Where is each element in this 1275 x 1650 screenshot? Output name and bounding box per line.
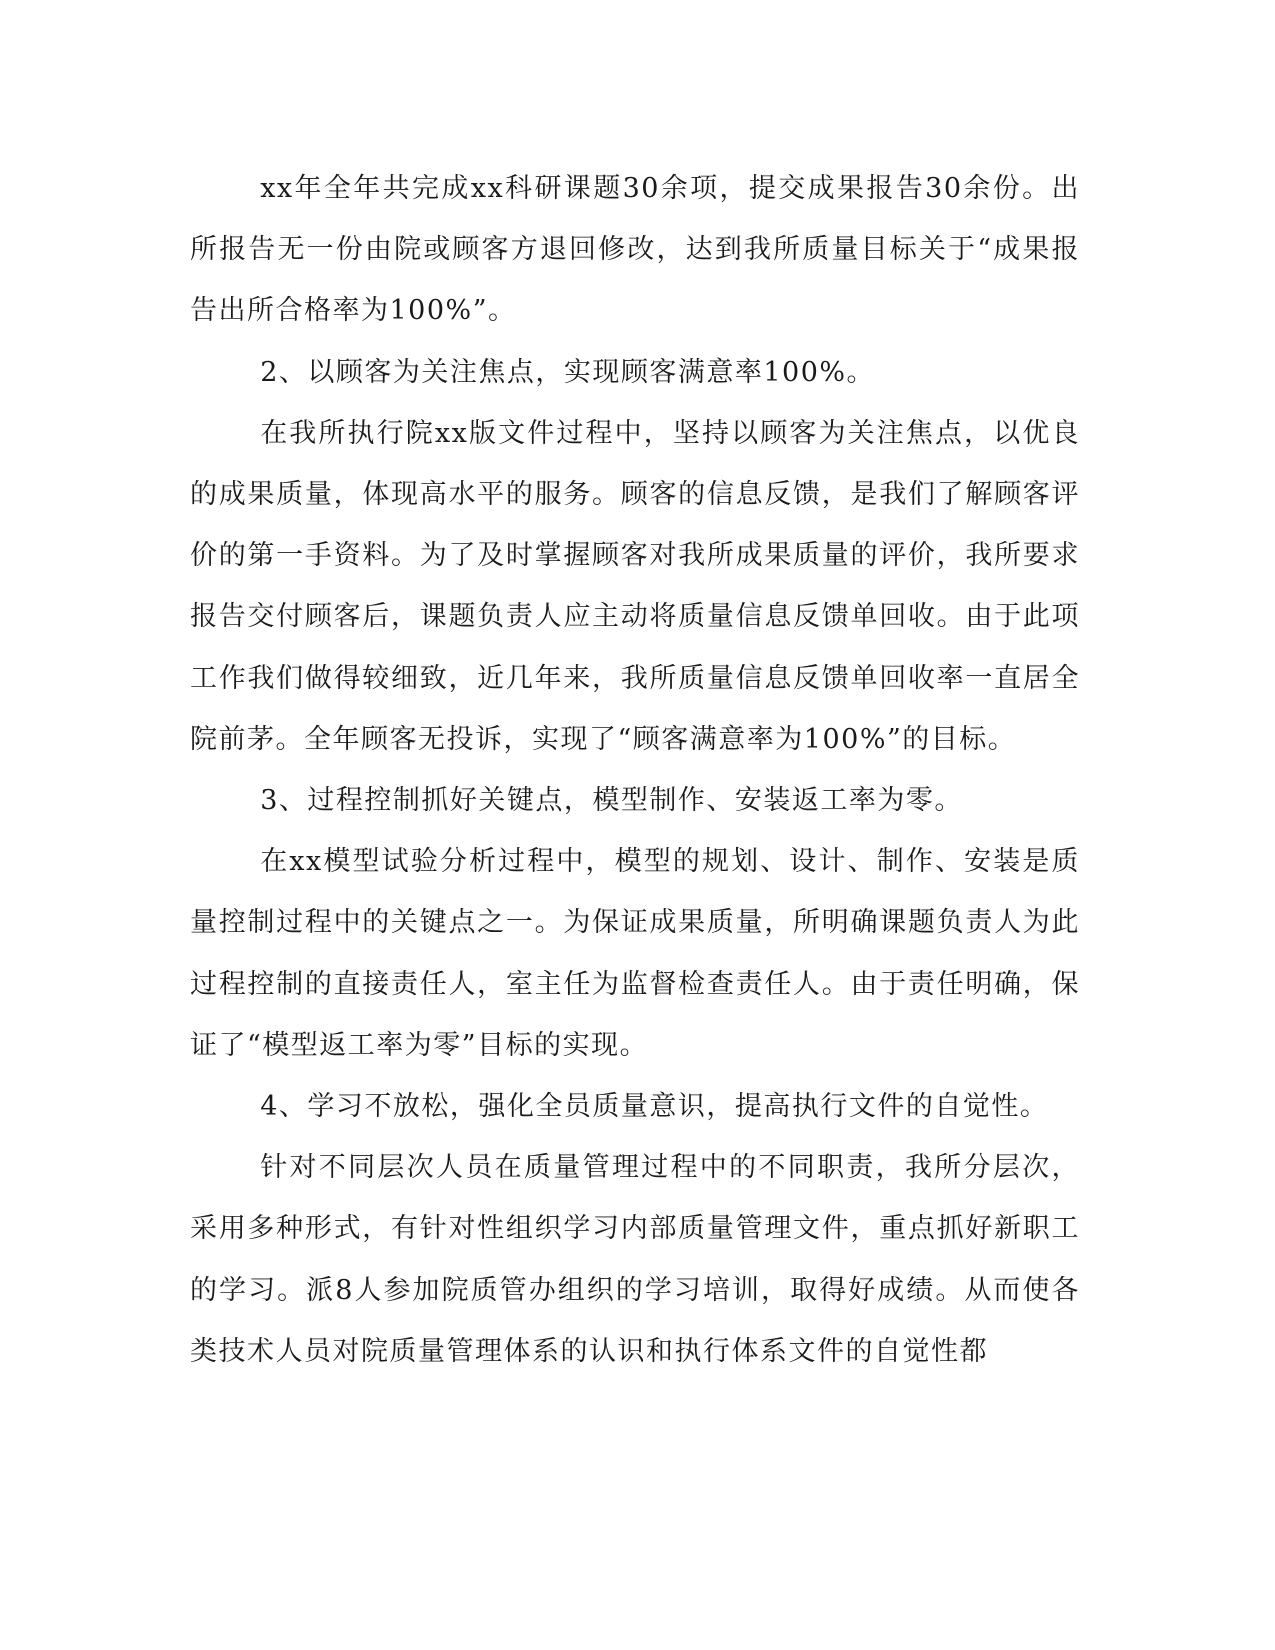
section-heading-customer-focus: 2、以顾客为关注焦点，实现顾客满意率100%。 xyxy=(260,356,876,388)
paragraph-results-summary: xx年全年共完成xx科研课题30余项，提交成果报告30余份。出所报告无一份由院或顾客方退回修改，达到我所质量目标关于“成果报告出所合格率为100%”。 xyxy=(190,173,1080,327)
paragraph-customer-focus: 在我所执行院xx版文件过程中，坚持以顾客为关注焦点，以优良的成果质量，体现高水平的服务。顾客的信息反馈，是我们了解顾客评价的第一手资料。为了及时掌握顾客对我所成果质量的评价，我所要求报告交付顾客后，课题负责人应主动将质量信息反馈单回收。由于此项工作我们做得较细致，近几年来，我所质量信息反馈单回收率一直居全院前茅。全年顾客无投诉，实现了“顾客满意率为100%”的目标。 xyxy=(190,417,1080,755)
section-heading-learning: 4、学习不放松，强化全员质量意识，提高执行文件的自觉性。 xyxy=(260,1091,1049,1123)
section-heading-process-control: 3、过程控制抓好关键点，模型制作、安装返工率为零。 xyxy=(260,785,963,817)
paragraph-process-control: 在xx模型试验分析过程中，模型的规划、设计、制作、安装是质量控制过程中的关键点之一。为保证成果质量，所明确课题负责人为此过程控制的直接责任人，室主任为监督检查责任人。由于责任明确，保证了“模型返工率为零”目标的实现。 xyxy=(190,846,1080,1061)
document-body xyxy=(190,158,1080,1382)
paragraph-learning: 针对不同层次人员在质量管理过程中的不同职责，我所分层次，采用多种形式，有针对性组织学习内部质量管理文件，重点抓好新职工的学习。派8人参加院质管办组织的学习培训，取得好成绩。从而使各类技术人员对院质量管理体系的认识和执行体系文件的自觉性都 xyxy=(190,1152,1080,1367)
